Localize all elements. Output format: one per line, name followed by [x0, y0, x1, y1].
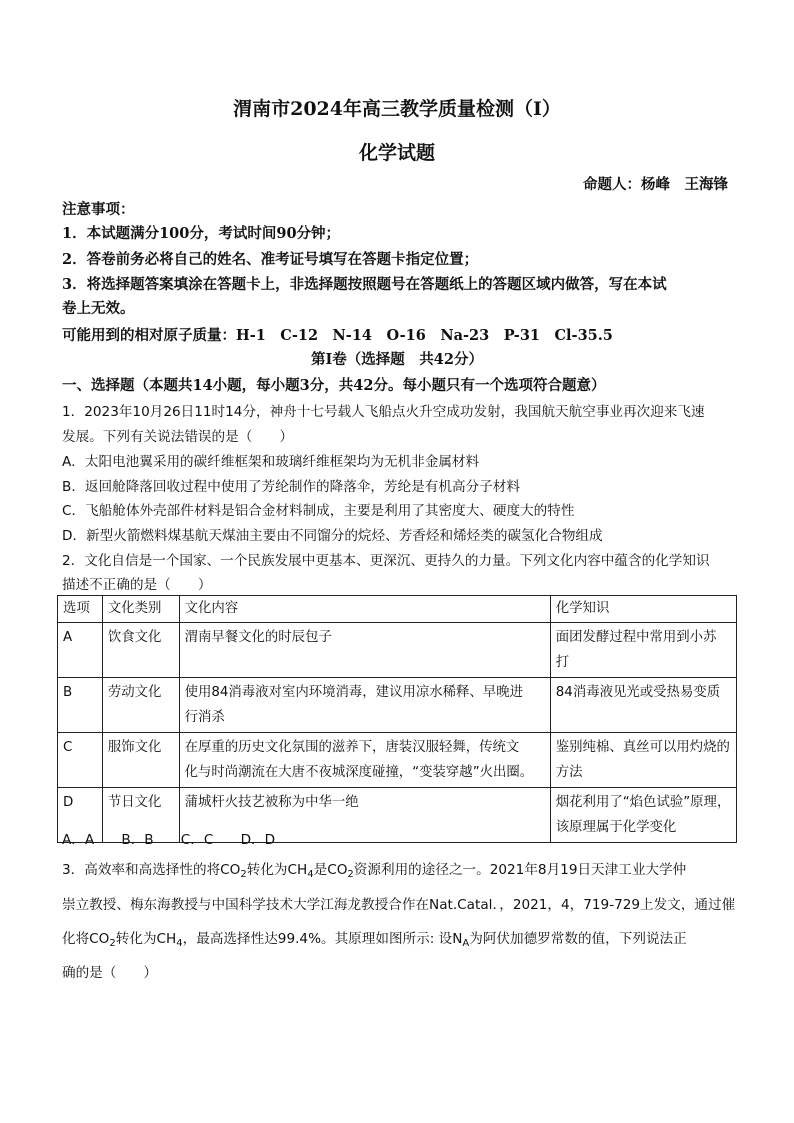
table-row: [58, 678, 737, 733]
subscript: 2: [109, 938, 116, 949]
exam-subtitle: 化学试题: [358, 142, 435, 164]
row-option: D: [58, 788, 103, 843]
row-option: A: [58, 623, 103, 678]
subscript: A: [462, 938, 470, 949]
subscript: 4: [176, 938, 183, 949]
knowledge-line: 该原理属于化学变化: [555, 820, 677, 835]
header-content: 文化内容: [179, 596, 550, 623]
note-item-3-cont: 卷上无效。: [62, 300, 135, 317]
row-category: 饮食文化: [102, 623, 179, 678]
q1-option-a: A．太阳电池翼采用的碳纤维框架和玻璃纤维框架均为无机非金属材料: [62, 454, 480, 470]
table-row: [58, 733, 737, 788]
q2-stem-line1: 2．文化自信是一个国家、一个民族发展中更基本、更深沉、更持久的力量。下列文化内容中蕴含的化学知识: [62, 553, 710, 569]
knowledge-line: 方法: [555, 765, 583, 780]
row-category: 节日文化: [102, 788, 179, 843]
row-category: 劳动文化: [102, 678, 179, 733]
row-knowledge: [550, 678, 736, 733]
q1-stem-line1: 1．2023年10月26日11时14分，神舟十七号载人飞船点火升空成功发射，我国航天航空事业再次迎来飞速: [62, 404, 705, 420]
row-content: [179, 623, 550, 678]
q1-option-d: D．新型火箭燃料煤基航天煤油主要由不同馏分的烷烃、芳香烃和烯烃类的碳氢化合物组成: [62, 528, 603, 544]
content-line: 使用84消毒液对室内环境消毒，建议用凉水稀释、早晚进: [184, 685, 523, 700]
header-category: 文化类别: [102, 596, 179, 623]
table-row: [58, 623, 737, 678]
q3-line3: [62, 927, 687, 949]
q2-table: [57, 595, 737, 843]
content-line: 渭南早餐文化的时辰包子: [184, 630, 332, 645]
subscript: 2: [240, 869, 247, 880]
row-option: B: [58, 678, 103, 733]
q3-text: 化将CO: [62, 931, 110, 947]
row-content: [179, 733, 550, 788]
q3-text: 3．高效率和高选择性的将CO: [62, 862, 241, 878]
notes-heading: 注意事项：: [62, 201, 135, 218]
q3-line1: [62, 858, 686, 880]
row-knowledge: [550, 733, 736, 788]
note-item-1: 1．本试题满分100分，考试时间90分钟；: [62, 225, 341, 242]
note-item-2: 2．答卷前务必将自己的姓名、准考证号填写在答题卡指定位置；: [62, 251, 479, 268]
note-item-3: 3．将选择题答案填涂在答题卡上，非选择题按照题号在答题纸上的答题区域内做答，写在本试: [62, 276, 667, 293]
q2-table-header: [58, 596, 737, 623]
knowledge-line: 面团发酵过程中常用到小苏: [555, 630, 717, 645]
row-knowledge: [550, 623, 736, 678]
knowledge-line: 84消毒液见光或受热易变质: [555, 685, 721, 700]
q3-text: 资源利用的途径之一。2021年8月19日天津工业大学仲: [353, 862, 687, 878]
part1-title: 第Ⅰ卷（选择题 共42分）: [311, 351, 483, 368]
knowledge-line: 烟花利用了“焰色试验”原理，: [555, 795, 731, 810]
exam-authors: 命题人：杨峰 王海锋: [583, 176, 728, 193]
q3-text: ，最高选择性达99.4%。其原理如图所示: 设N: [182, 931, 463, 947]
knowledge-line: 打: [555, 655, 570, 670]
content-line: 化与时尚潮流在大唐不夜城深度碰撞，“变装穿越”火出圈。: [184, 765, 534, 780]
section-heading: 一、选择题（本题共14小题，每小题3分，共42分。每小题只有一个选项符合题意）: [62, 377, 606, 394]
q3-line2: 崇立教授、梅东海教授与中国科学技术大学江海龙教授合作在Nat.Catal．，2021，4，719-729上发文，通过催: [62, 897, 736, 913]
subscript: 4: [307, 869, 314, 880]
row-option: C: [58, 733, 103, 788]
atomic-mass-line: 可能用到的相对原子质量：H-1 C-12 N-14 O-16 Na-23 P-31 Cl-35.5: [62, 327, 613, 344]
row-content: [179, 678, 550, 733]
q1-option-c: C．飞船舱体外壳部件材料是铝合金材料制成，主要是利用了其密度大、硬度大的特性: [62, 503, 575, 519]
q3-text: 是CO: [313, 862, 348, 878]
q3-line4: 确的是（ ）: [62, 965, 158, 981]
q3-text: 转化为CH: [115, 931, 177, 947]
content-line: 在厚重的历史文化氛围的滋养下，唐装汉服轻舞，传统文: [184, 740, 520, 755]
q1-option-b: B．返回舱降落回收过程中使用了芳纶制作的降落伞，芳纶是有机高分子材料: [62, 479, 520, 495]
q1-stem-line2: 发展。下列有关说法错误的是（ ）: [62, 429, 294, 445]
knowledge-line: 鉴别纯棉、真丝可以用灼烧的: [555, 740, 730, 755]
row-category: 服饰文化: [102, 733, 179, 788]
exam-title: 渭南市2024年高三教学质量检测（I）: [233, 98, 561, 120]
content-line: 蒲城杆火技艺被称为中华一绝: [184, 795, 359, 810]
q2-stem-line2: 描述不正确的是（ ）: [62, 577, 212, 593]
q3-text: 转化为CH: [246, 862, 308, 878]
content-line: 行消杀: [184, 710, 225, 725]
header-knowledge: 化学知识: [550, 596, 736, 623]
subscript: 2: [347, 869, 354, 880]
q3-text: 为阿伏加德罗常数的值，下列说法正: [469, 931, 687, 947]
header-option: 选项: [58, 596, 103, 623]
q2-answer-options: A．A B．B C．C D．D: [62, 832, 276, 848]
row-knowledge: [550, 788, 736, 843]
